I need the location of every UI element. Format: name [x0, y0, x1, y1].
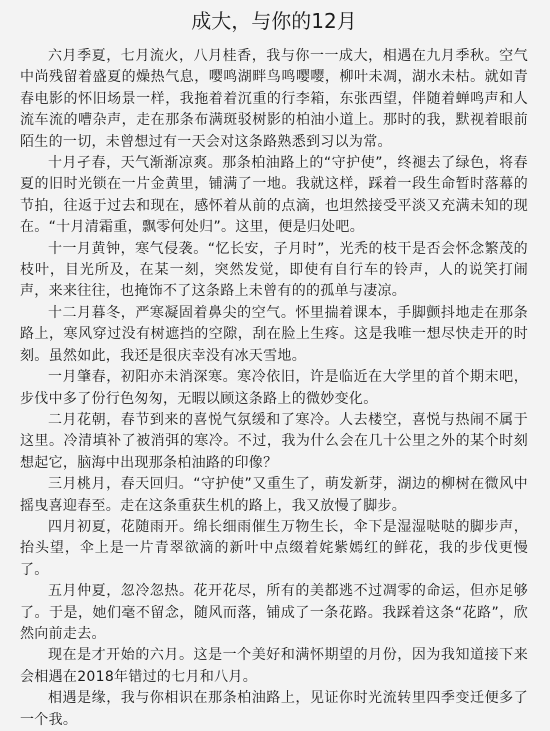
paragraph-december: 十二月暮冬，严寒凝固着鼻尖的空气。怀里揣着课本，手脚颤抖地走在那条路上，寒风穿过没有树遮挡的空隙，刮在脸上生疼。这是我唯一想尽快走开的时刻。虽然如此，我还是很庆幸没有冰天雪地。: [20, 304, 528, 364]
paragraph-october: 十月孑春，天气渐渐凉爽。那条柏油路上的“守护使”，终褪去了绿色，将春夏的旧时光锁在一片金黄里，铺满了一地。我就这样，踩着一段生命暂时落幕的节拍，往返于过去和现在，感怀着从前的点滴，也坦然接受平淡又充满未知的现在。“十月清霜重，飘零何处归”。这里，便是归处吧。: [20, 155, 528, 236]
paragraph-january: 一月肇春，初阳亦未消深寒。寒冷依旧，许是临近在大学里的首个期末吧，步伐中多了份行色匆匆，无暇以顾这条路上的微妙变化。: [20, 369, 528, 407]
paragraph-may: 五月仲夏，忽冷忽热。花开花尽，所有的美都逃不过凋零的命运，但亦足够了。于是，她们毫不留念，随风而落，铺成了一条花路。我踩着这条“花路”，欣然向前走去。: [20, 583, 528, 642]
paragraph-february: 二月花朝，春节到来的喜悦气氛缓和了寒冷。人去楼空，喜悦与热闹不属于这里。冷清填补了被消弭的寒冷。不过，我为什么会在几十公里之外的某个时刻想起它，脑海中出现那条柏油路的印像？: [20, 411, 528, 471]
paragraph-november: 十一月黄钟，寒气侵袭。“忆长安，子月时”，光秃的枝干是否会怀念繁茂的枝叶，目光所及，在某一刻，突然发觉，即使有自行车的铃声，人的说笑打闹声，来来往往，也掩饰不了这条路上未曾有的的孤单与凄凉。: [20, 240, 528, 300]
paragraph-april: 四月初夏，花随雨开。绵长细雨催生万物生长，伞下是湿湿哒哒的脚步声，抬头望，伞上是一片青翠欲滴的新叶中点缀着姹紫嫣红的鲜花，我的步伐更慢了。: [20, 518, 528, 578]
article-title: 成大，与你的12月: [191, 9, 357, 33]
paragraph-june-to-september: 六月季夏，七月流火，八月桂香，我与你一一成大，相遇在九月季秋。空气中尚残留着盛夏的燥热气息，嘤鸣湖畔鸟鸣嘤嘤，柳叶未凋，湖水未枯。就如青春电影的怀旧场景一样，我拖着着沉重的行李箱，东张西望，伴随着蝉鸣声和人流车流的嘈杂声，走在那条布满斑驳树影的柏油小道上。那时的我，默视着眼前陌生的一切，未曾想过有一天会对这条路熟悉到习以为常。: [20, 48, 528, 150]
paragraph-march: 三月桃月，春天回归。“守护使”又重生了，萌发新芽，湖边的柳树在微风中摇曳喜迎春至。走在这条重获生机的路上，我又放慢了脚步。: [20, 476, 528, 514]
paragraph-june-now: 现在是才开始的六月。这是一个美好和满怀期望的月份，因为我知道接下来会相遇在2018年错过的七月和八月。: [20, 647, 528, 685]
paragraph-closing: 相遇是缘，我与你相识在那条柏油路上，见证你时光流转里四季变迁便多了一个我。: [20, 690, 528, 728]
